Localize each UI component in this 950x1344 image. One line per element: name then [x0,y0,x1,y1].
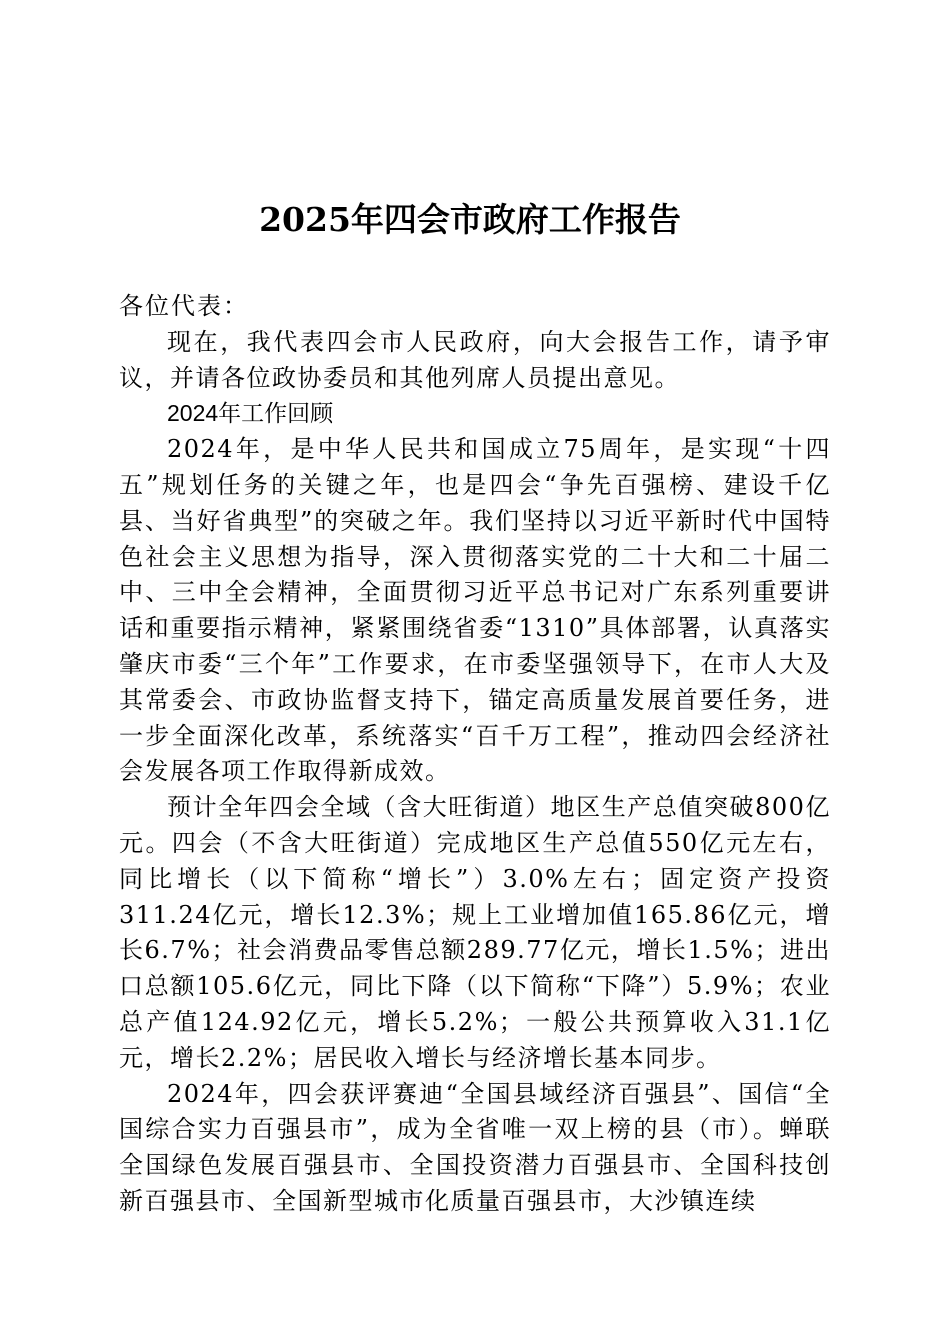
paragraph-honors: 2024年，四会获评赛迪“全国县域经济百强县”、国信“全国综合实力百强县市”，成为全省唯一双上榜的县（市）。蝉联全国绿色发展百强县市、全国投资潜力百强县市、全国科技创新百强县市、全国新型城市化质量百强县市，大沙镇连续 [119,1079,831,1215]
document-body [119,289,831,1220]
paragraph-economic-indicators: 预计全年四会全域（含大旺街道）地区生产总值突破800亿元。四会（不含大旺街道）完成地区生产总值550亿元左右，同比增长（以下简称“增长”）3.0%左右；固定资产投资311.24亿元，增长12.3%；规上工业增加值165.86亿元，增长6.7%；社会消费品零售总额289.77亿元，增长1.5%；进出口总额105.6亿元，同比下降（以下简称“下降”）5.9%；农业总产值124.92亿元，增长5.2%；一般公共预算收入31.1亿元，增长2.2%；居民收入增长与经济增长基本同步。 [119,793,831,1072]
salutation: 各位代表： [119,292,249,320]
intro-paragraph: 现在，我代表四会市人民政府，向大会报告工作，请予审议，并请各位政协委员和其他列席人员提出意见。 [119,327,831,392]
section-heading: 2024年工作回顾 [167,400,334,427]
paragraph-overview: 2024年，是中华人民共和国成立75周年，是实现“十四五”规划任务的关键之年，也是四会“争先百强榜、建设千亿县、当好省典型”的突破之年。我们坚持以习近平新时代中国特色社会主义思想为指导，深入贯彻落实党的二十大和二十届二中、三中全会精神，全面贯彻习近平总书记对广东系列重要讲话和重要指示精神，紧紧围绕省委“1310”具体部署，认真落实肇庆市委“三个年”工作要求，在市委坚强领导下，在市人大及其常委会、市政协监督支持下，锚定高质量发展首要任务，进一步全面深化改革，系统落实“百千万工程”，推动四会经济社会发展各项工作取得新成效。 [119,435,831,786]
document-title: 2025年四会市政府工作报告 [259,200,681,239]
